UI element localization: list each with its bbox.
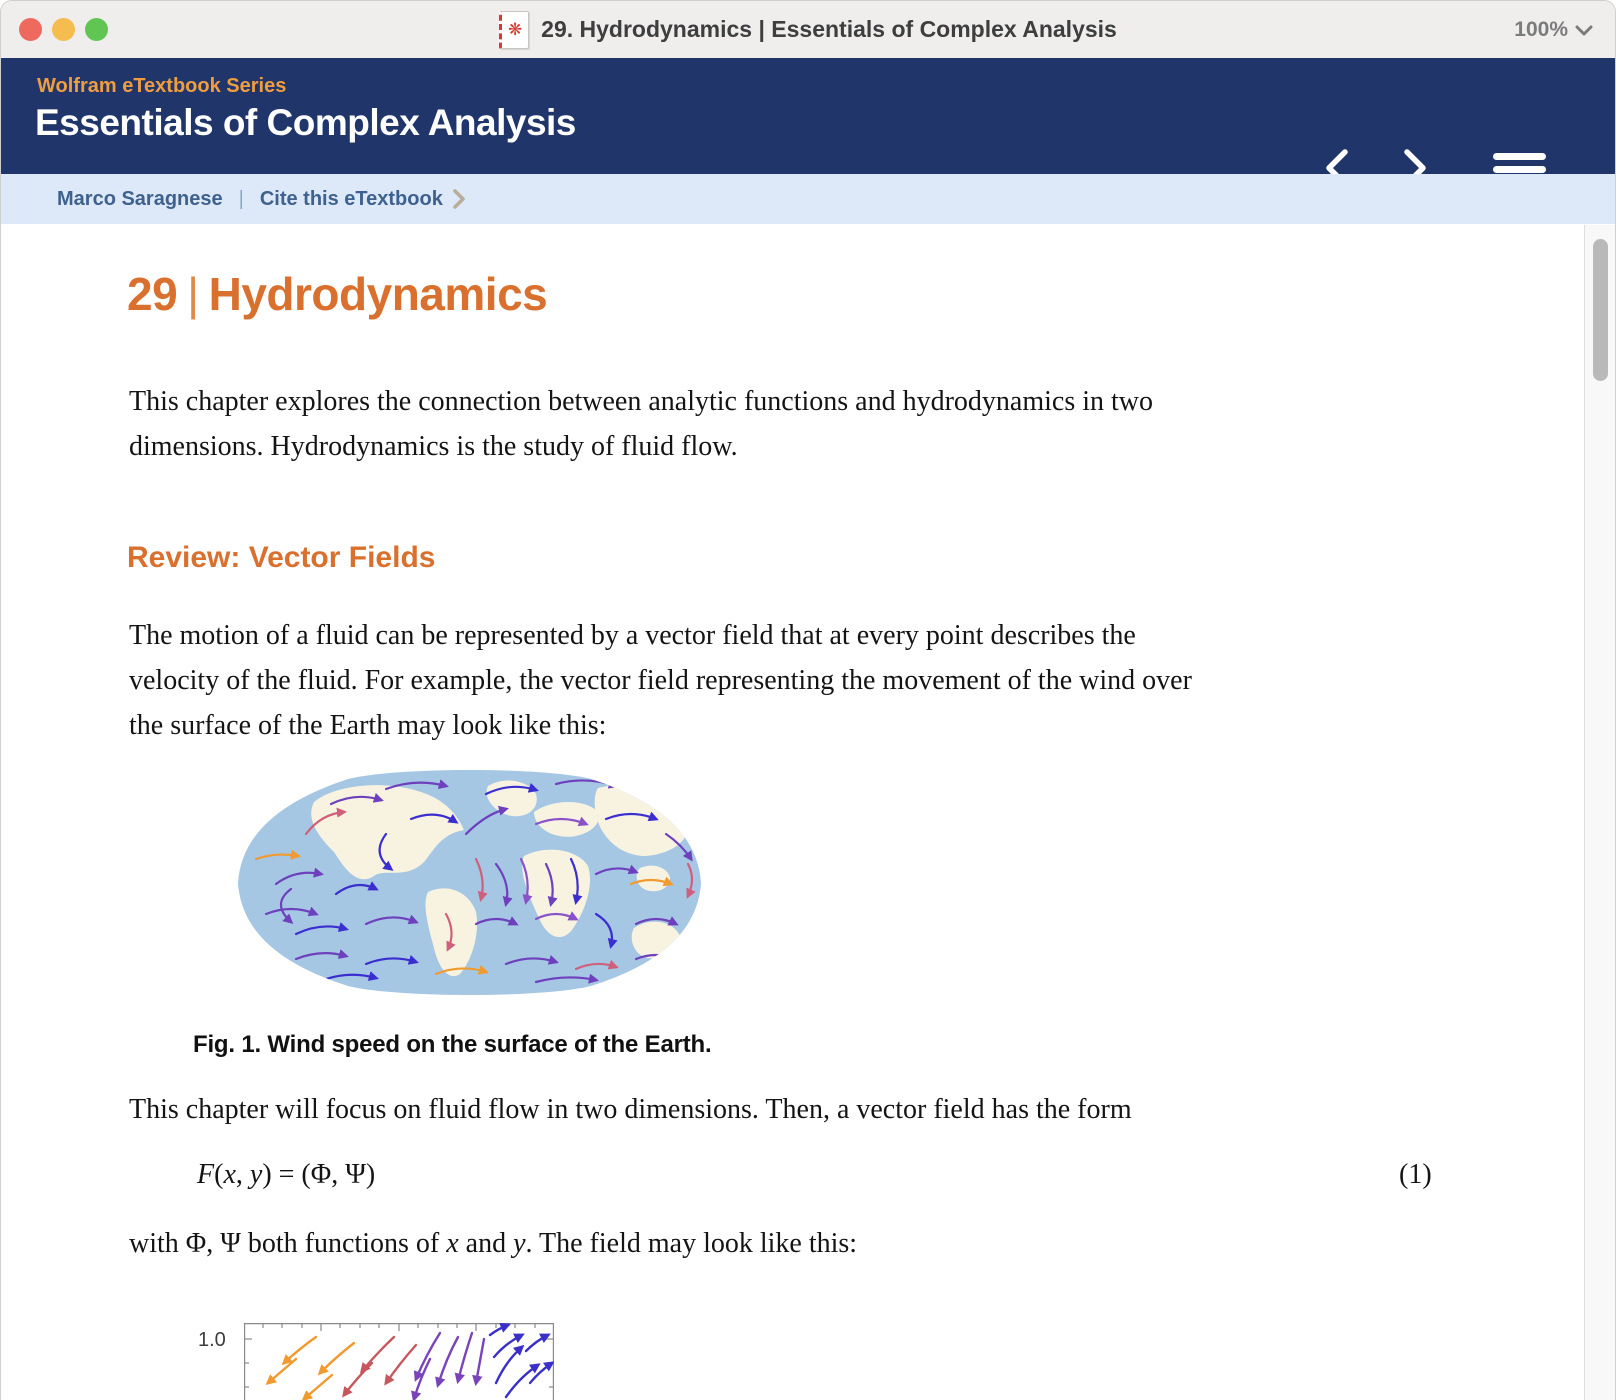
chapter-heading [127, 267, 547, 321]
chapter-title: Hydrodynamics [208, 268, 548, 320]
heading-separator: | [187, 268, 199, 320]
intro-paragraph [129, 379, 1153, 469]
paragraph-line: velocity of the fluid. For example, the vector field representing the movement of the wind over [129, 665, 1192, 696]
figure-vector-field-plot [244, 1323, 554, 1400]
notebook-document-icon [499, 11, 529, 49]
paragraph-text: . The field may look like this: [525, 1228, 858, 1259]
zoom-level-control[interactable] [1514, 1, 1593, 58]
scrollbar-track[interactable] [1584, 225, 1615, 1400]
equation-f: F [197, 1159, 215, 1190]
breadcrumb [1, 174, 1615, 224]
paragraph-line: The motion of a fluid can be represented by a vector field that at every point describes the [129, 620, 1136, 651]
zoom-level-value: 100% [1514, 17, 1568, 41]
paragraph-text: and [458, 1228, 514, 1259]
with-paragraph [129, 1221, 857, 1266]
vector-field-arrows [268, 1325, 552, 1399]
spikey-icon: ❋ [508, 20, 523, 39]
paragraph-text: with Φ, Ψ both functions of [129, 1228, 447, 1259]
equation-number: (1) [1399, 1159, 1432, 1190]
breadcrumb-separator: | [238, 187, 244, 210]
series-label: Wolfram eTextbook Series [37, 75, 287, 97]
vector-field-paragraph [129, 613, 1192, 748]
paragraph-line: the surface of the Earth may look like this: [129, 710, 607, 741]
figure1-caption: Fig. 1. Wind speed on the surface of the Earth. [193, 1031, 712, 1058]
book-title: Essentials of Complex Analysis [35, 102, 576, 143]
figure-world-wind-map [236, 764, 703, 1001]
equation-x: x [223, 1159, 236, 1190]
titlebar [1, 1, 1615, 58]
figure2-y-axis-label: 1.0 [198, 1329, 226, 1351]
scrollbar-thumb[interactable] [1593, 239, 1608, 381]
cite-etextbook-link[interactable] [260, 188, 466, 211]
equation-rhs: ) = (Φ, Ψ) [262, 1159, 376, 1190]
paragraph-line: This chapter explores the connection between analytic functions and hydrodynamics in two [129, 386, 1154, 417]
equation-y: y [249, 1159, 263, 1190]
var-y: y [513, 1228, 526, 1259]
cite-etextbook-label: Cite this eTextbook [259, 187, 443, 210]
window-title: 29. Hydrodynamics | Essentials of Complex Analysis [541, 16, 1117, 42]
section-heading: Review: Vector Fields [127, 541, 436, 574]
app-header [1, 58, 1615, 174]
equation-paren: ( [214, 1159, 224, 1190]
chapter-number: 29 [127, 268, 178, 320]
equation-comma: , [235, 1159, 250, 1190]
equation-1 [197, 1159, 375, 1191]
focus-paragraph: This chapter will focus on fluid flow in two dimensions. Then, a vector field has the form [129, 1094, 1132, 1125]
chevron-down-icon [1575, 24, 1593, 36]
window-title-group [1, 1, 1615, 58]
var-x: x [446, 1228, 459, 1259]
author-link[interactable]: Marco Saragnese [57, 187, 223, 210]
chevron-right-icon [452, 189, 466, 209]
paragraph-line: dimensions. Hydrodynamics is the study of fluid flow. [129, 431, 738, 462]
